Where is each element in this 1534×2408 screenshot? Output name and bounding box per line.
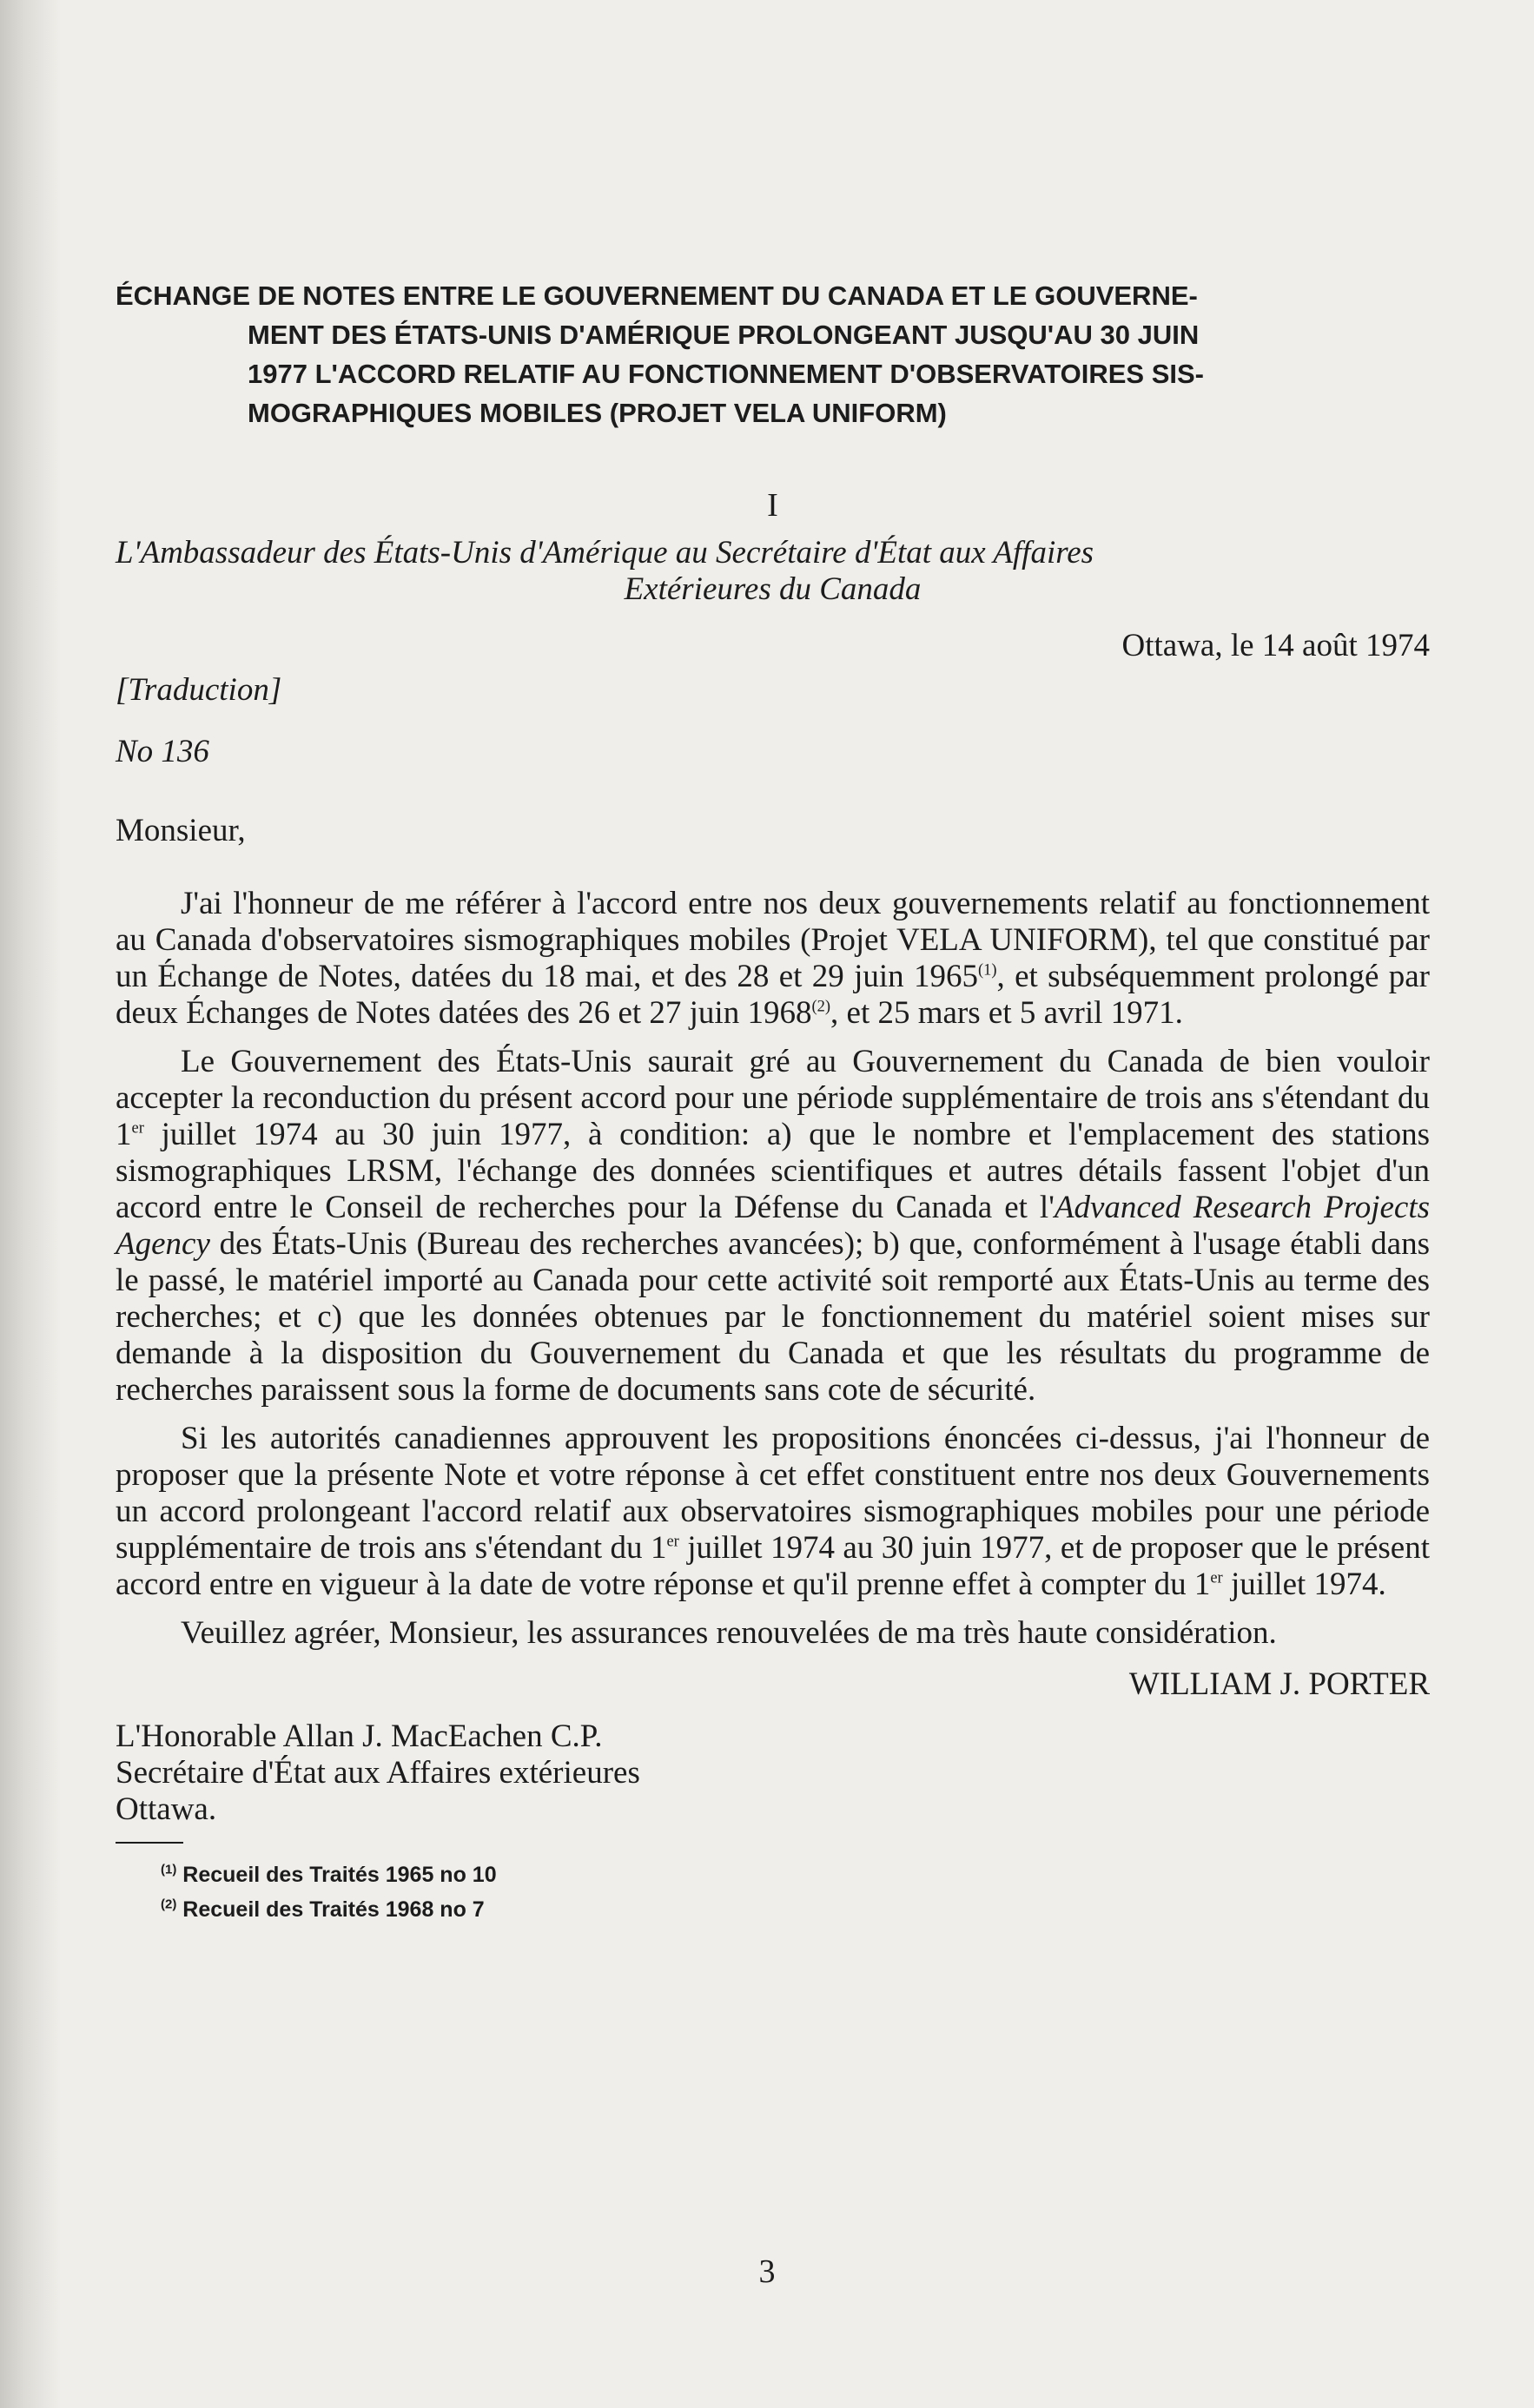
addressee-block [116,1719,1430,1828]
addressee-line-1: L'Honorable Allan J. MacEachen C.P. [116,1719,603,1754]
paragraph-3-text-a: Si les autorités canadiennes approuvent les propositions énoncées ci-dessus, j'ai l'honneur de proposer que la présente Note et votre réponse à cet effet constituent entre nos deux Gouvernements un accord prolongeant l'accord relatif aux observatoires sismographiques mobiles pour une période supplémentaire de trois ans s'étendant du 1 [116,1421,1430,1566]
note-heading-line-2: Extérieures du Canada [624,571,922,607]
ordinal-er: er [1210,1569,1223,1587]
note-heading [116,535,1430,608]
title-line-1: ÉCHANGE DE NOTES ENTRE LE GOUVERNEMENT DU CANADA ET LE GOUVERNE- [116,280,1198,311]
title-line-2: MENT DES ÉTATS-UNIS D'AMÉRIQUE PROLONGEANT JUSQU'AU 30 JUIN [248,320,1200,350]
ordinal-er: er [666,1533,679,1551]
paragraph-1-text-a: J'ai l'honneur de me référer à l'accord entre nos deux gouvernements relatif au fonctionnement au Canada d'observatoires sismographiques mobiles (Projet VELA UNIFORM), tel que constitué par un Échange de Notes, datées du 18 mai, et des 28 et 29 juin 1965 [116,886,1430,994]
title-line-3: 1977 L'ACCORD RELATIF AU FONCTIONNEMENT D'OBSERVATOIRES SIS- [248,359,1204,389]
section-number: I [767,487,778,524]
addressee-line-2: Secrétaire d'État aux Affaires extérieures [116,1755,640,1791]
paragraph-2-text-b: juillet 1974 au 30 juin 1977, à condition: a) que le nombre et l'emplacement des stations sismographiques LRSM, l'échange des données scientifiques et autres détails fassent l'objet d'un accord entre le Conseil de recherches pour la Défense du Canada et l' [116,1117,1430,1225]
paragraph-2-text-a: Le Gouvernement des États-Unis saurait gré au Gouvernement du Canada de bien vouloir accepter la reconduction du présent accord pour une période supplémentaire de trois ans s'étendant du 1 [116,1044,1430,1152]
scan-binding-shadow [0,0,61,2408]
signature: WILLIAM J. PORTER [1128,1666,1430,1702]
footnote-mark-1: (1) [161,1862,177,1877]
document-title [116,276,1430,432]
paragraph-2-text-c: des États-Unis (Bureau des recherches avancées); b) que, conformément à l'usage établi dans le passé, le matériel importé au Canada pour cette activité soit remporté aux États-Unis au terme des recherches; et c) que les données obtenues par le fonctionnement du matériel soient mises sur demande à la disposition du Gouvernement du Canada et que les résultats du programme de recherches paraissent sous la forme de documents sans cote de sécurité. [116,1226,1430,1408]
footnote-mark-2: (2) [161,1897,177,1912]
footnotes [161,1857,1430,1927]
place-date: Ottawa, le 14 août 1974 [1121,628,1430,663]
salutation: Monsieur, [116,813,246,848]
footnote-text-2: Recueil des Traités 1968 no 7 [176,1897,485,1922]
footnote-ref-1: (1) [977,961,997,980]
note-number: No 136 [116,734,209,769]
footnote-2 [161,1892,1430,1927]
paragraph-3-text-b: juillet 1974 au 30 juin 1977, et de proposer que le présent accord entre en vigueur à la date de votre réponse et qu'il prenne effet à compter du 1 [116,1530,1430,1602]
note-heading-line-1: L'Ambassadeur des États-Unis d'Amérique au Secrétaire d'État aux Affaires [116,535,1094,571]
footnote-ref-2: (2) [811,998,831,1016]
paragraph-1-text-c: , et 25 mars et 5 avril 1971. [830,995,1183,1031]
footnote-1 [161,1857,1430,1892]
paragraph-3-text-c: juillet 1974. [1222,1567,1386,1602]
footnote-divider [116,1842,183,1844]
footnote-text-1: Recueil des Traités 1965 no 10 [176,1863,497,1887]
closing-formula: Veuillez agréer, Monsieur, les assurances renouvelées de ma très haute considération. [181,1615,1277,1651]
addressee-line-3: Ottawa. [116,1791,217,1827]
paragraph-2 [116,1044,1430,1409]
title-line-4: MOGRAPHIQUES MOBILES (PROJET VELA UNIFORM) [248,398,947,428]
agency-name: Advanced Research Projects Agency [116,1190,1430,1262]
page-number: 3 [758,2253,776,2290]
translation-note: [Traduction] [116,672,282,708]
paragraph-1 [116,886,1430,1032]
paragraph-3 [116,1421,1430,1603]
paragraph-1-text-b: , et subséquemment prolongé par deux Échanges de Notes datées des 26 et 27 juin 1968 [116,959,1430,1031]
document-page [116,276,1430,1927]
ordinal-er: er [131,1119,144,1138]
